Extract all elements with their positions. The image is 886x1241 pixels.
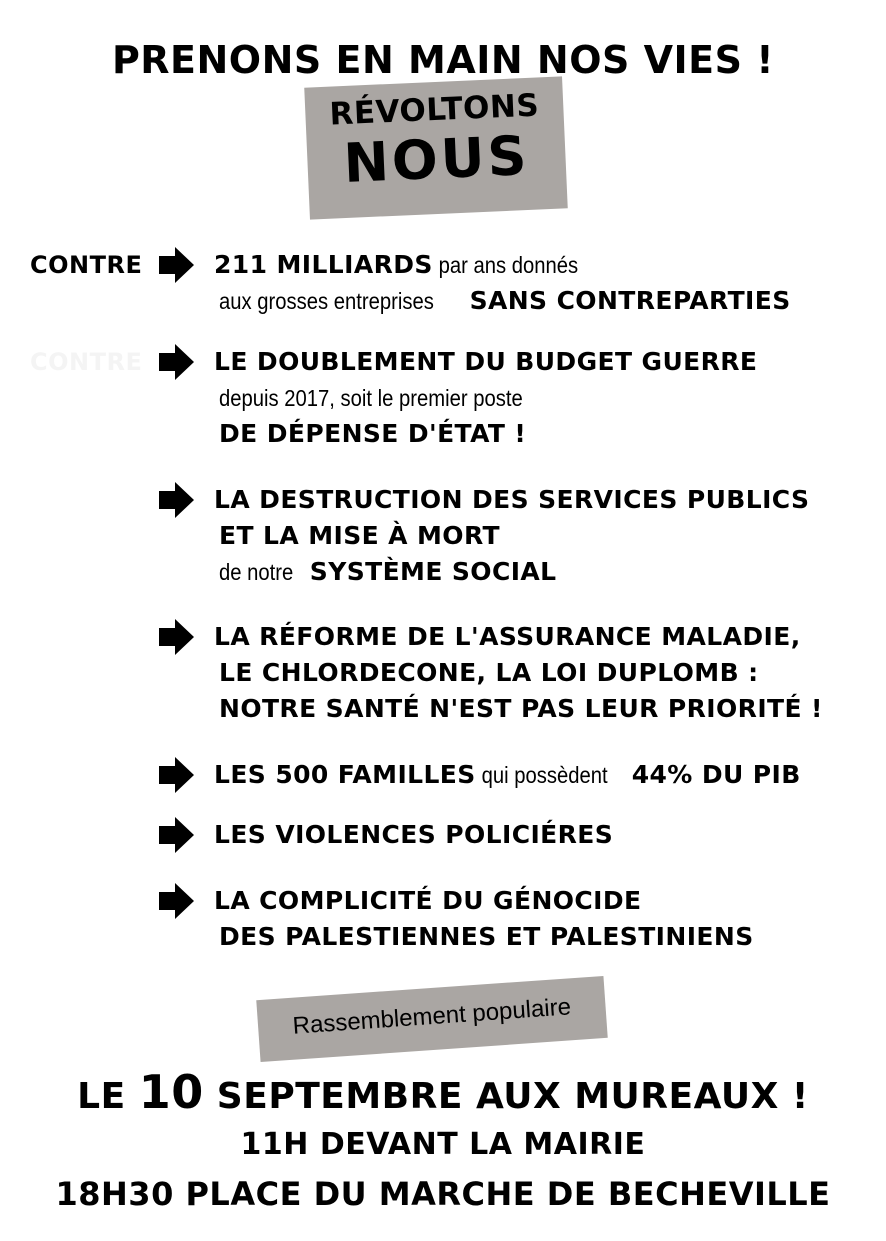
plain-text: par ans donnés xyxy=(432,252,578,278)
bold-text: SANS CONTREPARTIES xyxy=(469,286,791,315)
arrow-right-icon xyxy=(157,816,195,854)
bold-text: LE CHLORDECONE, LA LOI DUPLOMB : xyxy=(219,658,759,687)
bold-text: ET LA MISE À MORT xyxy=(219,521,500,550)
event-title-pre: LE xyxy=(77,1076,139,1117)
arrow-right-icon xyxy=(157,882,195,920)
headline: PRENONS EN MAIN NOS VIES ! xyxy=(111,38,775,82)
bold-text: SYSTÈME SOCIAL xyxy=(309,557,557,586)
event-day: 10 xyxy=(138,1065,204,1119)
plain-text: qui possèdent xyxy=(475,762,613,788)
grievance-line xyxy=(214,485,809,515)
grievance-line xyxy=(219,694,823,724)
grievance-line xyxy=(219,383,564,413)
bold-text: LES VIOLENCES POLICIÉRES xyxy=(214,820,614,849)
revoltons-stamp xyxy=(304,76,568,219)
bold-text: 211 MILLIARDS xyxy=(214,250,433,279)
arrow-right-icon xyxy=(157,481,195,519)
bold-text: DES PALESTIENNES ET PALESTINIENS xyxy=(219,922,754,951)
bold-text: 44% DU PIB xyxy=(631,760,801,789)
grievance-line xyxy=(219,419,526,449)
grievance-line xyxy=(214,347,757,377)
grievance-line xyxy=(219,658,759,688)
rally-label: Rassemblement populaire xyxy=(291,993,572,1040)
arrow-right-icon xyxy=(157,756,195,794)
plain-text: aux grosses entreprises xyxy=(219,288,440,314)
grievance-line xyxy=(219,557,557,587)
stamp-line-1: RÉVOLTONS xyxy=(328,87,540,133)
bold-text: LE DOUBLEMENT DU BUDGET GUERRE xyxy=(214,347,758,376)
bold-text: DE DÉPENSE D'ÉTAT ! xyxy=(219,419,527,448)
arrow-right-icon xyxy=(157,343,195,381)
grievance-line xyxy=(214,622,801,652)
bold-text: LA RÉFORME DE L'ASSURANCE MALADIE, xyxy=(214,622,801,651)
grievance-line xyxy=(219,922,754,952)
plain-text: de notre xyxy=(219,559,299,585)
arrow-right-icon xyxy=(157,246,195,284)
bold-text: LES 500 FAMILLES xyxy=(214,760,476,789)
event-title-post: SEPTEMBRE AUX MUREAUX ! xyxy=(203,1076,809,1117)
plain-text: depuis 2017, soit le premier poste xyxy=(219,385,523,411)
arrow-right-icon xyxy=(157,618,195,656)
grievance-line xyxy=(214,760,801,790)
event-title xyxy=(0,1065,886,1119)
grievance-line xyxy=(219,286,791,316)
event-time-becheville: 18H30 PLACE DU MARCHE DE BECHEVILLE xyxy=(55,1175,831,1213)
event-time-mairie: 11H DEVANT LA MAIRIE xyxy=(240,1127,646,1162)
grievance-line xyxy=(214,250,598,280)
grievance-line xyxy=(214,820,613,850)
bold-text: NOTRE SANTÉ N'EST PAS LEUR PRIORITÉ ! xyxy=(219,694,823,723)
bold-text: LA DESTRUCTION DES SERVICES PUBLICS xyxy=(214,485,810,514)
grievance-line xyxy=(214,886,642,916)
grievance-line xyxy=(219,521,500,551)
stamp-line-2: NOUS xyxy=(342,123,531,196)
contre-label: CONTRE xyxy=(30,251,143,279)
rally-stamp xyxy=(256,976,607,1062)
bold-text: LA COMPLICITÉ DU GÉNOCIDE xyxy=(214,886,642,915)
contre-ghost-label: CONTRE xyxy=(30,348,143,376)
